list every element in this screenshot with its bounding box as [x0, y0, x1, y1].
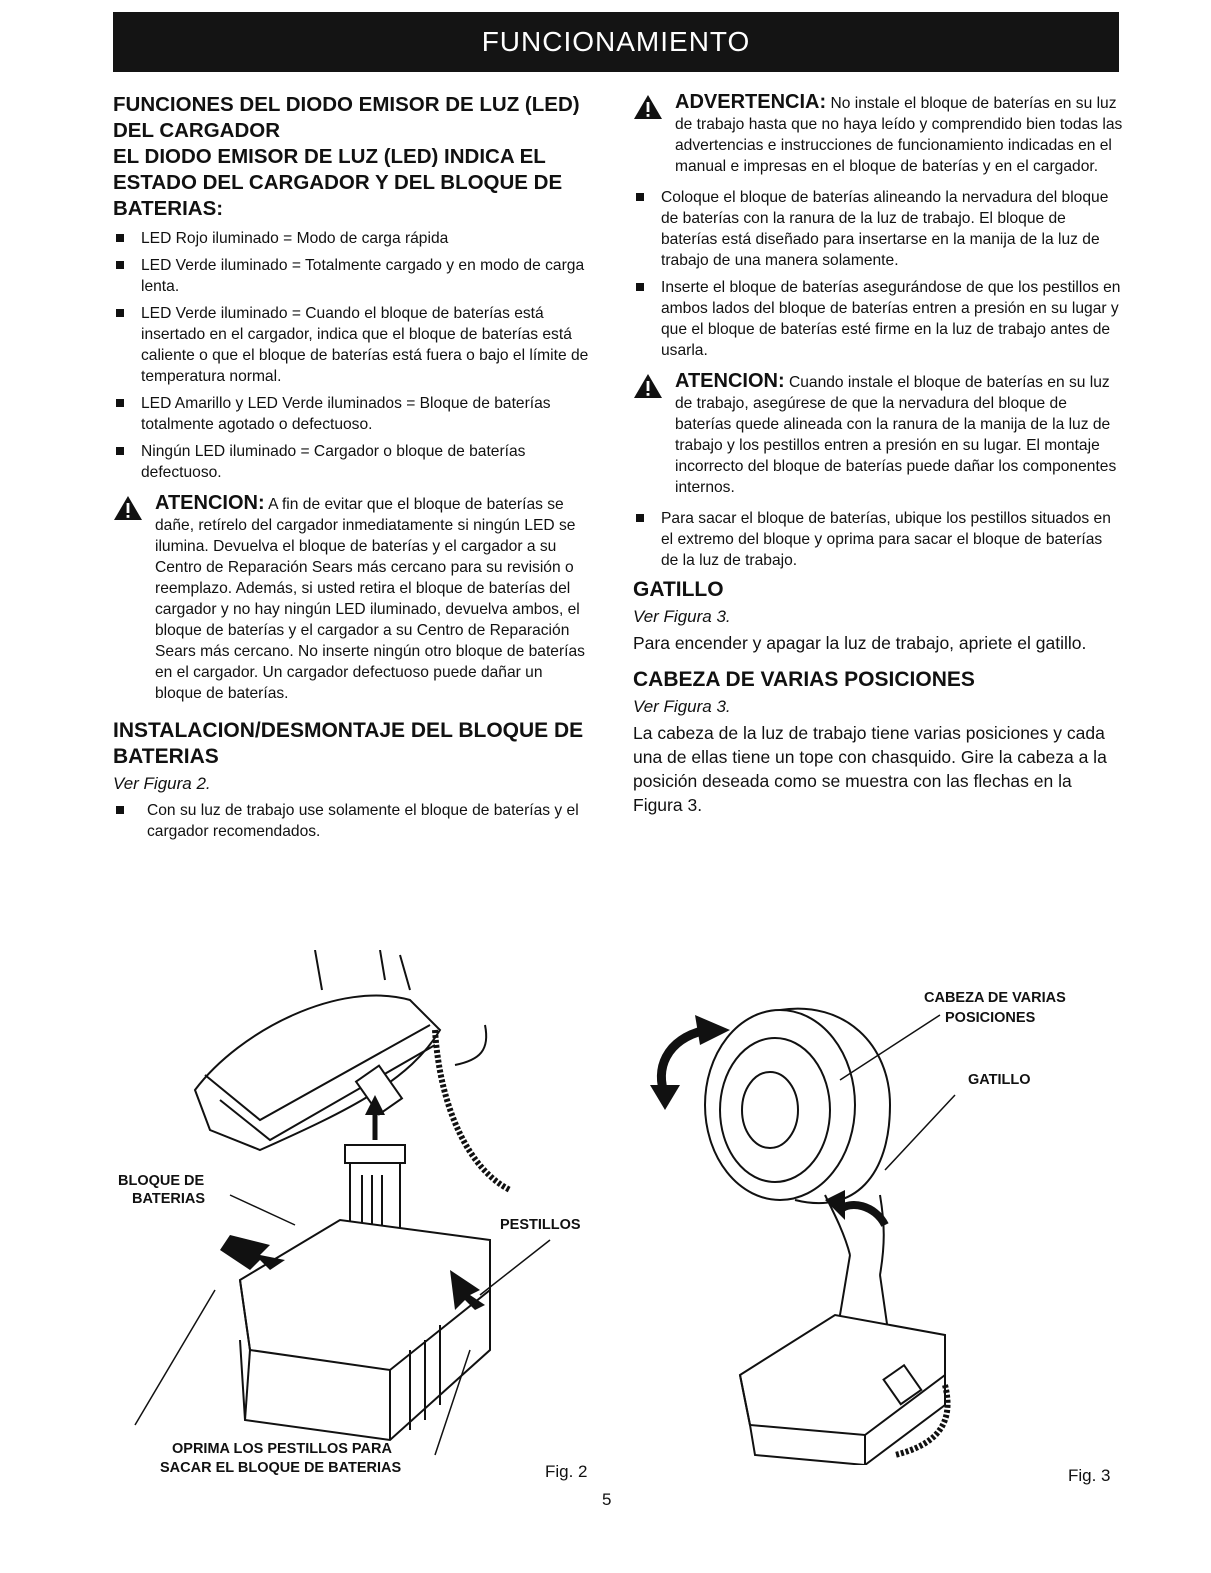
head-text: La cabeza de la luz de trabajo tiene varias posiciones y cada una de ellas tiene un tope con chasquido. Gire la cabeza a la posición deseada como se muestra con las flechas en la Figura 3.: [633, 723, 1107, 815]
removal-list: [633, 508, 1123, 571]
head-heading: CABEZA DE VARIAS POSICIONES: [633, 668, 975, 691]
install-list: [113, 800, 593, 842]
warning-block: [633, 92, 1123, 177]
page-number: 5: [602, 1490, 612, 1509]
warning-icon: [113, 495, 143, 521]
list-item: LED Rojo iluminado = Modo de carga rápida: [113, 228, 593, 249]
install-steps-list: [633, 187, 1123, 361]
figure-reference: Ver Figura 3.: [633, 607, 731, 626]
caution-text: Cuando instale el bloque de baterías en su luz de trabajo, asegúrese de que la nervadura del bloque de baterías quede alineada con la ranura de la manija de la luz de trabajo y los pestillos entren a presión en su lugar. El montaje incorrecto del bloque de baterías puede dañar los componentes internos.: [675, 374, 1117, 496]
label-latches: PESTILLOS: [500, 1217, 581, 1233]
list-item: Ningún LED iluminado = Cargador o bloque de baterías defectuoso.: [113, 441, 593, 483]
label-battery-line1: BLOQUE DE: [118, 1173, 205, 1189]
list-item: Para sacar el bloque de baterías, ubique los pestillos situados en el extremo del bloque y oprima para sacar el bloque de baterías de la luz de trabajo.: [633, 508, 1123, 571]
list-item: Coloque el bloque de baterías alineando la nervadura del bloque de baterías con la ranura de la luz de trabajo. El bloque de baterías está diseñado para insertarse en la manija de la luz de trabajo de una manera solamente.: [633, 187, 1123, 271]
label-head-line1: CABEZA DE VARIAS: [924, 990, 1066, 1006]
label-battery-line2: BATERIAS: [132, 1191, 206, 1207]
list-item: LED Verde iluminado = Cuando el bloque de baterías está insertado en el cargador, indica que el bloque de baterías está caliente o que el bloque de baterías está fuera o bajo el límite de temperatura normal.: [113, 303, 593, 387]
left-column: [113, 92, 593, 848]
figure-3-caption: Fig. 3: [1068, 1466, 1111, 1485]
section-banner: FUNCIONAMIENTO: [113, 12, 1119, 72]
warning-icon: [633, 94, 663, 120]
figure-3-worklight-illustration: [635, 985, 1055, 1465]
led-subheading: EL DIODO EMISOR DE LUZ (LED) INDICA EL ESTADO DEL CARGADOR Y DEL BLOQUE DE BATERIAS:: [113, 145, 563, 220]
caution-block-led: [113, 493, 593, 704]
list-item: Con su luz de trabajo use solamente el bloque de baterías y el cargador recomendados.: [113, 800, 593, 842]
label-press-line1: OPRIMA LOS PESTILLOS PARA: [172, 1441, 392, 1457]
warning-icon: [633, 373, 663, 399]
label-press-line2: SACAR EL BLOQUE DE BATERIAS: [160, 1460, 402, 1476]
warning-text: No instale el bloque de baterías en su luz de trabajo hasta que no haya leído y comprendido bien todas las advertencias e instrucciones de funcionamiento indicadas en el manual e impresas en el bloque de baterías y en el cargador.: [675, 95, 1123, 175]
figure-reference: Ver Figura 3.: [633, 697, 731, 716]
list-item: LED Amarillo y LED Verde iluminados = Bloque de baterías totalmente agotado o defectuoso.: [113, 393, 593, 435]
label-head-line2: POSICIONES: [945, 1010, 1036, 1026]
led-heading: FUNCIONES DEL DIODO EMISOR DE LUZ (LED) DEL CARGADOR: [113, 93, 580, 142]
label-trigger: GATILLO: [968, 1072, 1031, 1088]
caution-title: ATENCION:: [675, 370, 785, 392]
figure-2-caption: Fig. 2: [545, 1462, 588, 1481]
figure-reference: Ver Figura 2.: [113, 774, 211, 793]
list-item: LED Verde iluminado = Totalmente cargado y en modo de carga lenta.: [113, 255, 593, 297]
list-item: Inserte el bloque de baterías asegurándose de que los pestillos en ambos lados del bloque de baterías entren a presión en su lugar y que el bloque de baterías esté firme en la luz de trabajo antes de usarla.: [633, 277, 1123, 361]
install-heading: INSTALACION/DESMONTAJE DEL BLOQUE DE BATERIAS: [113, 719, 584, 768]
warning-title: ADVERTENCIA:: [675, 91, 827, 113]
caution-text: A fin de evitar que el bloque de baterías se dañe, retírelo del cargador inmediatamente si ningún LED se ilumina. Devuelva el bloque de baterías y el cargador a su Centro de Reparación Sears más cercano para su revisión o reemplazo. Además, si usted retira el bloque de baterías del cargador y no hay ningún LED iluminado, devuelva ambos, el bloque de baterías y el cargador a su Centro de Reparación Sears más cercano. No inserte ningún otro bloque de baterías en el cargador. Un cargador defectuoso puede dañar un bloque de baterías.: [155, 496, 585, 702]
right-column: [633, 92, 1123, 817]
trigger-heading: GATILLO: [633, 578, 724, 601]
caution-title: ATENCION:: [155, 492, 265, 514]
trigger-text: Para encender y apagar la luz de trabajo, apriete el gatillo.: [633, 633, 1087, 653]
led-list: [113, 228, 593, 483]
caution-block-install: [633, 371, 1123, 498]
